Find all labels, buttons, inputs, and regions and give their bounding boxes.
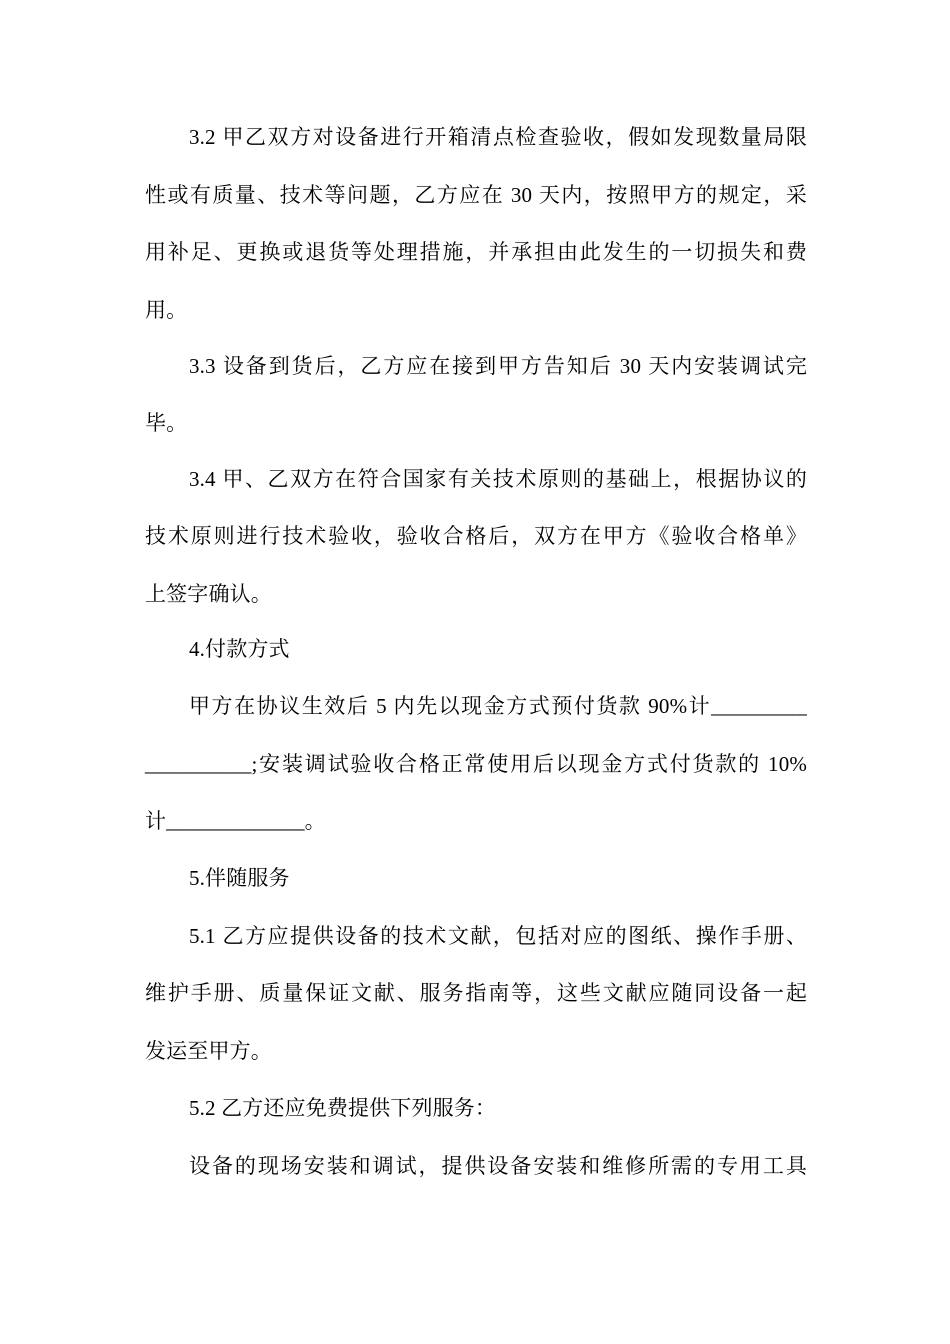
paragraph-5-1-line-1: 5.1 乙方应提供设备的技术文献，包括对应的图纸、操作手册、 xyxy=(189,924,807,948)
paragraph-3-2-line-3: 用补足、更换或退货等处理措施，并承担由此发生的一切损失和费 xyxy=(145,240,807,264)
paragraph-3-3-line-2: 毕。 xyxy=(145,411,188,435)
paragraph-3-4-line-2: 技术原则进行技术验收，验收合格后，双方在甲方《验收合格单》 xyxy=(145,524,807,548)
section-4-heading: 4.付款方式 xyxy=(189,637,290,661)
paragraph-3-2-line-4: 用。 xyxy=(145,298,188,322)
paragraph-5-1-line-3: 发运至甲方。 xyxy=(145,1039,272,1063)
payment-line-1: 甲方在协议生效后 5 内先以现金方式预付货款 90%计_________ xyxy=(189,694,807,718)
services-line-1: 设备的现场安装和调试，提供设备安装和维修所需的专用工具 xyxy=(189,1154,807,1178)
paragraph-3-3-line-1: 3.3 设备到货后，乙方应在接到甲方告知后 30 天内安装调试完 xyxy=(189,354,807,378)
paragraph-3-4-line-3: 上签字确认。 xyxy=(145,582,272,606)
payment-line-2: __________;安装调试验收合格正常使用后以现金方式付货款的 10% xyxy=(145,752,807,776)
payment-line-3: 计_____________。 xyxy=(145,809,326,833)
paragraph-5-2-line-1: 5.2 乙方还应免费提供下列服务： xyxy=(189,1096,497,1120)
paragraph-5-1-line-2: 维护手册、质量保证文献、服务指南等，这些文献应随同设备一起 xyxy=(145,981,807,1005)
paragraph-3-2-line-1: 3.2 甲乙双方对设备进行开箱清点检查验收，假如发现数量局限 xyxy=(189,125,807,149)
paragraph-3-2-line-2: 性或有质量、技术等问题，乙方应在 30 天内，按照甲方的规定，采 xyxy=(145,183,807,207)
paragraph-3-4-line-1: 3.4 甲、乙双方在符合国家有关技术原则的基础上，根据协议的 xyxy=(189,467,807,491)
section-5-heading: 5.伴随服务 xyxy=(189,866,290,890)
